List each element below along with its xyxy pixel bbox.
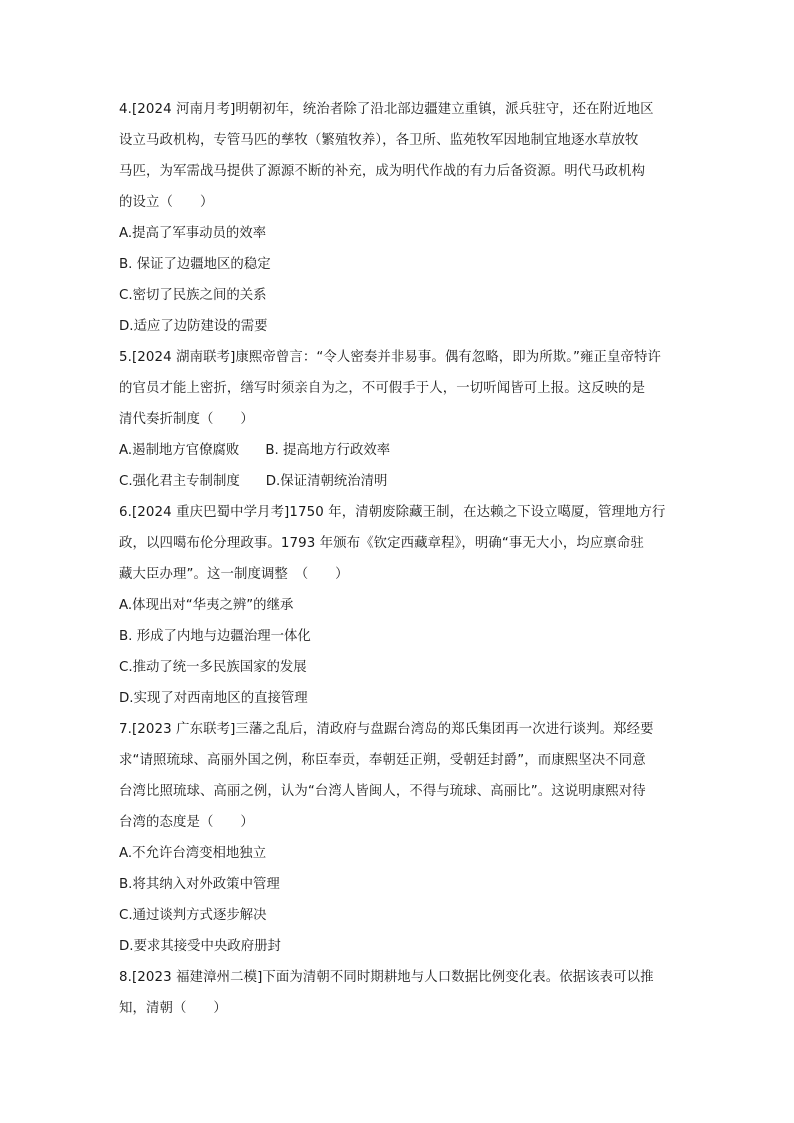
option-c: C.通过谈判方式逐步解决 [119,908,267,923]
question-stem-line: 的官员才能上密折，缮写时须亲自为之，不可假手于人，一切听闻皆可上报。这反映的是 [119,381,646,396]
option-b: B. 保证了边疆地区的稳定 [119,257,271,272]
question-stem-line: 7.[2023 广东联考]三藩之乱后，清政府与盘踞台湾岛的郑氏集团再一次进行谈判。郑经要 [119,722,654,737]
option-d: D.保证清朝统治清明 [265,474,388,489]
question-stem-line: 马匹，为军需战马提供了源源不断的补充，成为明代作战的有力后备资源。明代马政机构 [119,164,646,179]
option-b: B.将其纳入对外政策中管理 [119,877,280,892]
question-list [119,94,679,1024]
question-stem-line: 的设立（ ） [119,195,214,210]
option-d: D.要求其接受中央政府册封 [119,939,281,954]
question-7 [119,714,679,962]
option-b: B. 形成了内地与边疆治理一体化 [119,629,311,644]
question-stem-line: 藏大臣办理”。这一制度调整 （ ） [119,567,349,582]
question-stem-line: 台湾比照琉球、高丽之例，认为“台湾人皆闽人，不得与琉球、高丽比”。这说明康熙对待 [119,784,646,799]
question-8 [119,962,679,1024]
option-c: C.推动了统一多民族国家的发展 [119,660,307,675]
option-d: D.适应了边防建设的需要 [119,319,268,334]
option-d: D.实现了对西南地区的直接管理 [119,691,308,706]
option-a: A.不允许台湾变相地独立 [119,846,267,861]
option-a: A.遏制地方官僚腐败 [119,443,240,458]
option-b: B. 提高地方行政效率 [265,443,391,458]
option-row [119,466,679,497]
question-stem-line: 4.[2024 河南月考]明朝初年，统治者除了沿北部边疆建立重镇，派兵驻守，还在附近地区 [119,102,654,117]
question-5 [119,342,679,497]
option-a: A.提高了军事动员的效率 [119,226,267,241]
option-c: C.密切了民族之间的关系 [119,288,267,303]
question-stem-line: 设立马政机构，专管马匹的孳牧（繁殖牧养），各卫所、监苑牧军因地制宜地逐水草放牧 [119,133,639,148]
question-stem-line: 清代奏折制度（ ） [119,412,254,427]
option-row [119,435,679,466]
option-c: C.强化君主专制制度 [119,474,240,489]
question-6 [119,497,679,714]
question-4 [119,94,679,342]
question-stem-line: 8.[2023 福建漳州二模]下面为清朝不同时期耕地与人口数据比例变化表。依据该表可以推 [119,970,654,985]
question-stem-line: 政，以四噶布伦分理政事。1793 年颁布《钦定西藏章程》，明确“事无大小，均应禀命驻 [119,536,644,551]
question-stem-line: 6.[2024 重庆巴蜀中学月考]1750 年，清朝废除藏王制，在达赖之下设立噶厦，管理地方行 [119,505,666,520]
question-stem-line: 5.[2024 湖南联考]康熙帝曾言：“令人密奏并非易事。偶有忽略，即为所欺。”雍正皇帝特许 [119,350,662,365]
option-a: A.体现出对“华夷之辨”的继承 [119,598,294,613]
question-stem-line: 台湾的态度是（ ） [119,815,254,830]
question-stem-line: 求“请照琉球、高丽外国之例，称臣奉贡，奉朝廷正朔，受朝廷封爵”，而康熙坚决不同意 [119,753,646,768]
question-stem-line: 知，清朝（ ） [119,1001,227,1016]
